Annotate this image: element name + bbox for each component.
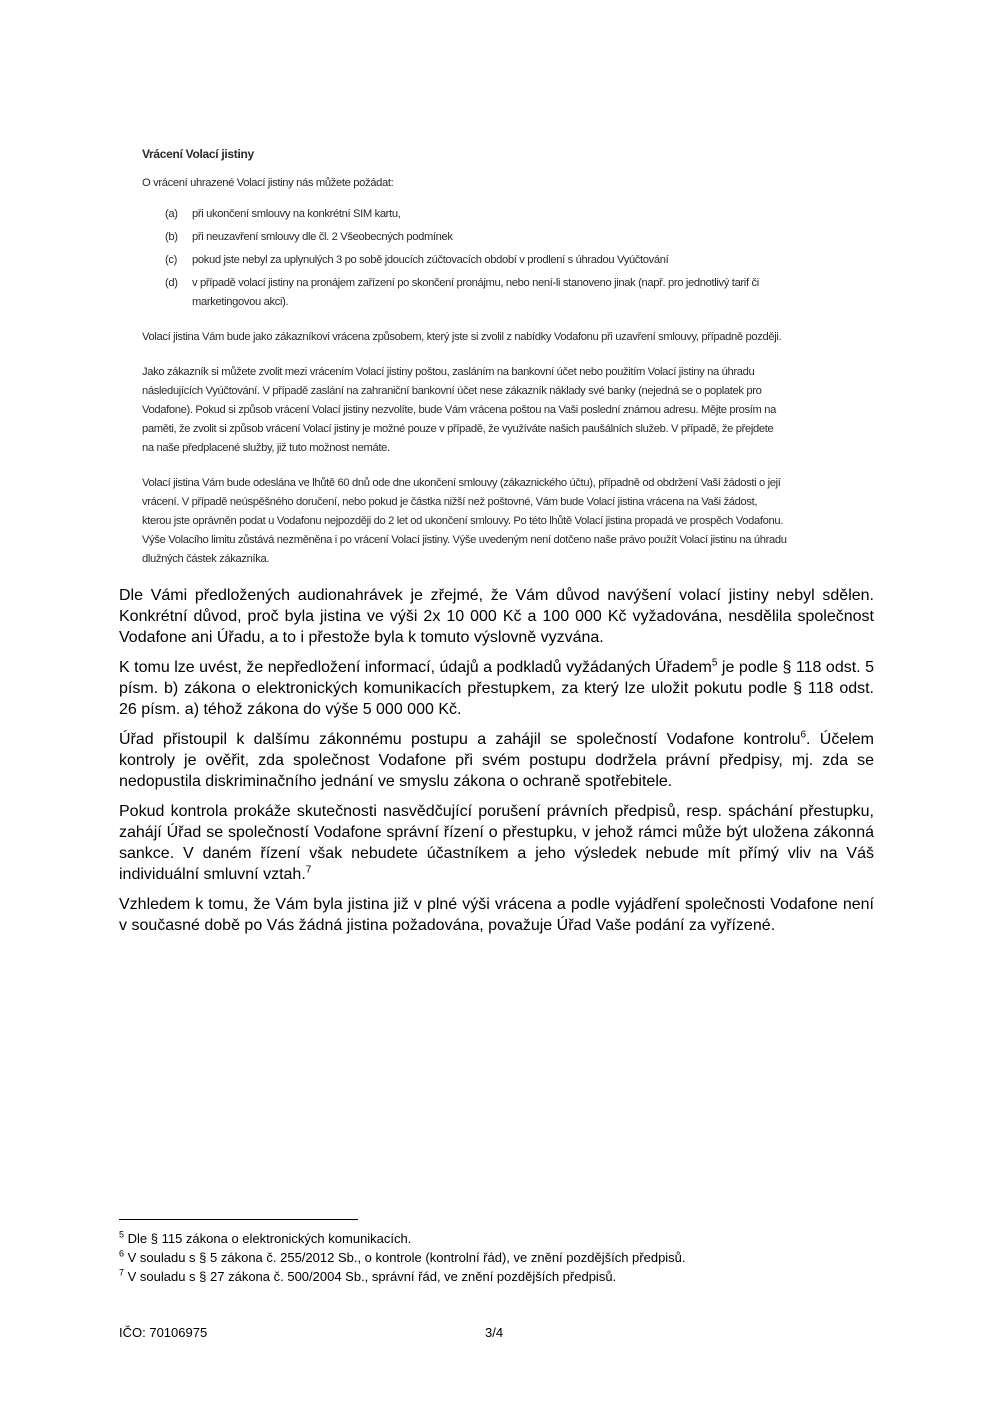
body-text-segment: . Účelem kontroly je ověřit, zda společnost Vodafone při svém postupu dodržela právní předpisy, mj. zda se nedopustila diskriminačního jednání ve smyslu zákona o ochraně spotřebitele. — [119, 731, 875, 790]
excerpt-intro: O vrácení uhrazené Volací jistiny nás můžete požádat: — [142, 177, 394, 189]
footnote-text: V souladu s § 5 zákona č. 255/2012 Sb., o kontrole (kontrolní řád), ve znění pozdějších předpisů. — [124, 1250, 686, 1265]
footnote-divider — [119, 1219, 358, 1220]
excerpt-paragraph: Volací jistina Vám bude jako zákazníkovi vrácena způsobem, který jste si zvolil z nabídky Vodafonu při uzavření smlouvy, případně později. — [142, 331, 782, 343]
list-item-text: při ukončení smlouvy na konkrétní SIM kartu, — [192, 208, 401, 220]
body-paragraph — [119, 801, 874, 885]
list-item — [142, 205, 787, 224]
list-item-label: (b) — [165, 231, 178, 243]
body-paragraph: Dle Vámi předložených audionahrávek je zřejmé, že Vám důvod navýšení volací jistiny nebyl sdělen. Konkrétní důvod, proč byla jistina ve výši 2x 10 000 Kč a 100 000 Kč vyžadována, nesdělila společnost Vodafone ani Úřadu, a to i přestože byla k tomuto výslovně vyzvána. — [119, 587, 874, 646]
list-item-text: pokud jste nebyl za uplynulých 3 po sobě jdoucích zúčtovacích období v prodlení s úhradou Vyúčtování — [192, 254, 669, 266]
list-item-text: při neuzavření smlouvy dle čl. 2 Všeobecných podmínek — [192, 231, 453, 243]
body-paragraph: Vzhledem k tomu, že Vám byla jistina již v plné výši vrácena a podle vyjádření společnosti Vodafone není v současné době po Vás žádná jistina požadována, považuje Úřad Vaše podání za vyřízené. — [119, 896, 874, 934]
body-text-segment: K tomu lze uvést, že nepředložení informací, údajů a podkladů vyžádaných Úřadem — [119, 659, 712, 676]
excerpt-paragraph: Jako zákazník si můžete zvolit mezi vrácením Volací jistiny poštou, zasláním na bankovní účet nebo použitím Volací jistiny na úhradu následujících Vyúčtování. V případě zaslání na zahraniční bankovní účet nese zákazník náklady své banky (nejedná se o poplatek pro Vodafone). Pokud si způsob vrácení Volací jistiny nezvolíte, bude Vám vrácena poštou na Vaši poslední známou adresu. Mějte prosím na paměti, že zvolit si způsob vrácení Volací jistiny je možné pouze v případě, že využíváte našich paušálních služeb. V případě, že přejdete na naše předplacené služby, již tuto možnost nemáte. — [142, 366, 776, 454]
body-paragraph — [119, 657, 874, 720]
footnote-number: 5 — [119, 1229, 125, 1240]
excerpt-paragraph: Volací jistina Vám bude odeslána ve lhůtě 60 dnů ode dne ukončení smlouvy (zákaznického účtu), případně od obdržení Vaší žádosti o její vrácení. V případě neúspěšného doručení, nebo pokud je částka nižší než poštovné, Vám bude Volací jistina vrácena na Vaši žádost, kterou jste oprávněn podat u Vodafonu nejpozději do 2 let od ukončení smlouvy. Po této lhůtě Volací jistina propadá ve prospěch Vodafonu. Výše Volacího limitu zůstává nezměněna i po vrácení Volací jistiny. Výše uvedeným není dotčeno naše právo použít Volací jistinu na úhradu dlužných částek zákazníka. — [142, 477, 787, 565]
footnote-ref: 7 — [305, 864, 312, 876]
body-text-segment: Pokud kontrola prokáže skutečnosti nasvědčující porušení právních předpisů, resp. spáchání přestupku, zahájí Úřad se společností Vodafone správní řízení o přestupku, v jehož rámci může být uložena zákonná sankce. V daném řízení však nebudete účastníkem a jeho výsledek nebude mít přímý vliv na Váš individuální smluvní vztah. — [119, 803, 874, 883]
footnote-text: V souladu s § 27 zákona č. 500/2004 Sb., správní řád, ve znění pozdějších předpisů. — [124, 1269, 617, 1284]
letter-body — [119, 585, 874, 945]
footer-company-id: IČO: 70106975 — [119, 1325, 208, 1340]
list-item — [142, 274, 787, 312]
embedded-terms-excerpt — [142, 145, 787, 585]
body-text-segment: je podle § 118 odst. 5 písm. b) zákona o elektronických komunikacích přestupkem, za který lze uložit pokutu podle § 118 odst. 26 písm. a) téhož zákona do výše 5 000 000 Kč. — [119, 659, 875, 718]
list-item-label: (a) — [165, 208, 178, 220]
footnote-number: 7 — [119, 1267, 125, 1278]
list-item — [142, 251, 787, 270]
footnote — [119, 1267, 879, 1286]
list-item-label: (d) — [165, 277, 178, 289]
footnote-ref: 6 — [800, 729, 807, 741]
footnote-number: 6 — [119, 1248, 125, 1259]
list-item-label: (c) — [165, 254, 177, 266]
footnote-text: Dle § 115 zákona o elektronických komunikacích. — [124, 1231, 412, 1246]
footnote — [119, 1229, 879, 1248]
body-paragraph — [119, 729, 874, 792]
page-number: 3/4 — [485, 1325, 504, 1340]
footnotes — [119, 1229, 879, 1286]
list-item — [142, 228, 787, 247]
body-text-segment: Úřad přistoupil k dalšímu zákonnému postupu a zahájil se společností Vodafone kontrolu — [119, 731, 801, 748]
list-item-text: v případě volací jistiny na pronájem zařízení po skončení pronájmu, nebo není-li stanoveno jinak (např. pro jednotlivý tarif či marketingovou akci). — [192, 277, 759, 308]
excerpt-list — [142, 205, 787, 312]
footnote — [119, 1248, 879, 1267]
excerpt-title: Vrácení Volací jistiny — [142, 147, 254, 161]
footnote-ref: 5 — [711, 657, 718, 669]
